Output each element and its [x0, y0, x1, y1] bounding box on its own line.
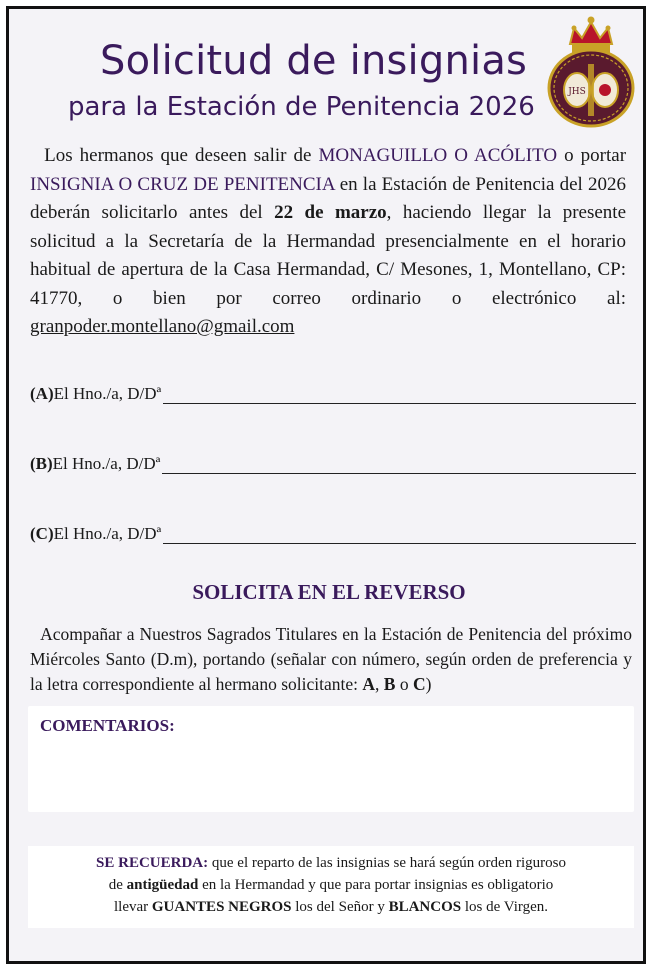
field-line[interactable] — [162, 459, 636, 474]
page-title: Solicitud de insignias — [100, 38, 528, 84]
field-label: El Hno./a, D/Dª — [53, 384, 162, 403]
letter-a: A — [362, 674, 376, 694]
reminder-label: SE RECUERDA: — [96, 855, 209, 871]
field-label: El Hno./a, D/Dª — [53, 524, 162, 543]
field-b[interactable] — [30, 454, 636, 474]
deadline-date: 22 de marzo — [274, 202, 387, 223]
reminder-text: los de Virgen. — [461, 899, 548, 915]
comments-box[interactable] — [28, 706, 634, 812]
monaguillo-highlight: MONAGUILLO O ACÓLITO — [318, 145, 558, 166]
instructions-paragraph — [30, 622, 632, 697]
comments-label: COMENTARIOS: — [40, 716, 175, 735]
separator: , — [375, 674, 384, 694]
instructions-text: Acompañar a Nuestros Sagrados Titulares en la Estación de Penitencia del próximo Miércoles Santo (D.m), portando (señalar con número, según orden de preferencia y la letra correspondiente al hermano solicitante: — [30, 624, 633, 694]
field-label: El Hno./a, D/Dª — [52, 454, 161, 473]
solicita-heading: SOLICITA EN EL REVERSO — [192, 580, 466, 604]
field-line[interactable] — [163, 529, 636, 544]
reminder-text: de — [108, 877, 127, 893]
field-letter: (C) — [30, 524, 54, 543]
field-letter: (B) — [30, 454, 53, 473]
intro-text: Los hermanos que deseen salir de — [44, 145, 319, 166]
separator: o — [395, 674, 413, 694]
svg-text:JHS: JHS — [568, 87, 586, 97]
intro-text: en la Estación de Penitencia del 2026 deberán solicitarlo antes del — [30, 173, 626, 223]
email-link[interactable]: granpoder.montellano@gmail.com — [30, 316, 295, 337]
reminder-box — [28, 846, 634, 928]
intro-text: , haciendo llegar la presente solicitud a la Secretaría de la Hermandad presencialmente en el horario habitual de apertura de la Casa Hermandad, C/ Mesones, 1, Montellano, CP: 41770, o bien por correo ordinario o electrónico al: — [30, 202, 626, 309]
reminder-text: en la Hermandad y que para portar insignias es obligatorio — [198, 877, 554, 893]
closing-paren: ) — [425, 674, 432, 694]
reminder-text: los del Señor y — [291, 899, 389, 915]
field-letter: (A) — [30, 384, 54, 403]
blancos-bold: BLANCOS — [388, 899, 462, 915]
reminder-text: llevar — [113, 899, 152, 915]
insignia-highlight: INSIGNIA O CRUZ DE PENITENCIA — [30, 173, 335, 195]
brotherhood-crest-icon — [544, 14, 638, 130]
field-a[interactable] — [30, 384, 636, 404]
letter-b: B — [383, 674, 396, 694]
antiguedad-bold: antigüedad — [126, 877, 199, 893]
crown-icon — [570, 17, 612, 54]
letter-c: C — [412, 674, 426, 694]
page-subtitle: para la Estación de Penitencia 2026 — [68, 92, 535, 122]
intro-text: o portar — [557, 145, 627, 166]
intro-paragraph — [30, 142, 626, 342]
field-c[interactable] — [30, 524, 636, 544]
reminder-text: que el reparto de las insignias se hará según orden riguroso — [208, 855, 566, 871]
field-line[interactable] — [163, 389, 636, 404]
guantes-bold: GUANTES NEGROS — [151, 899, 292, 915]
